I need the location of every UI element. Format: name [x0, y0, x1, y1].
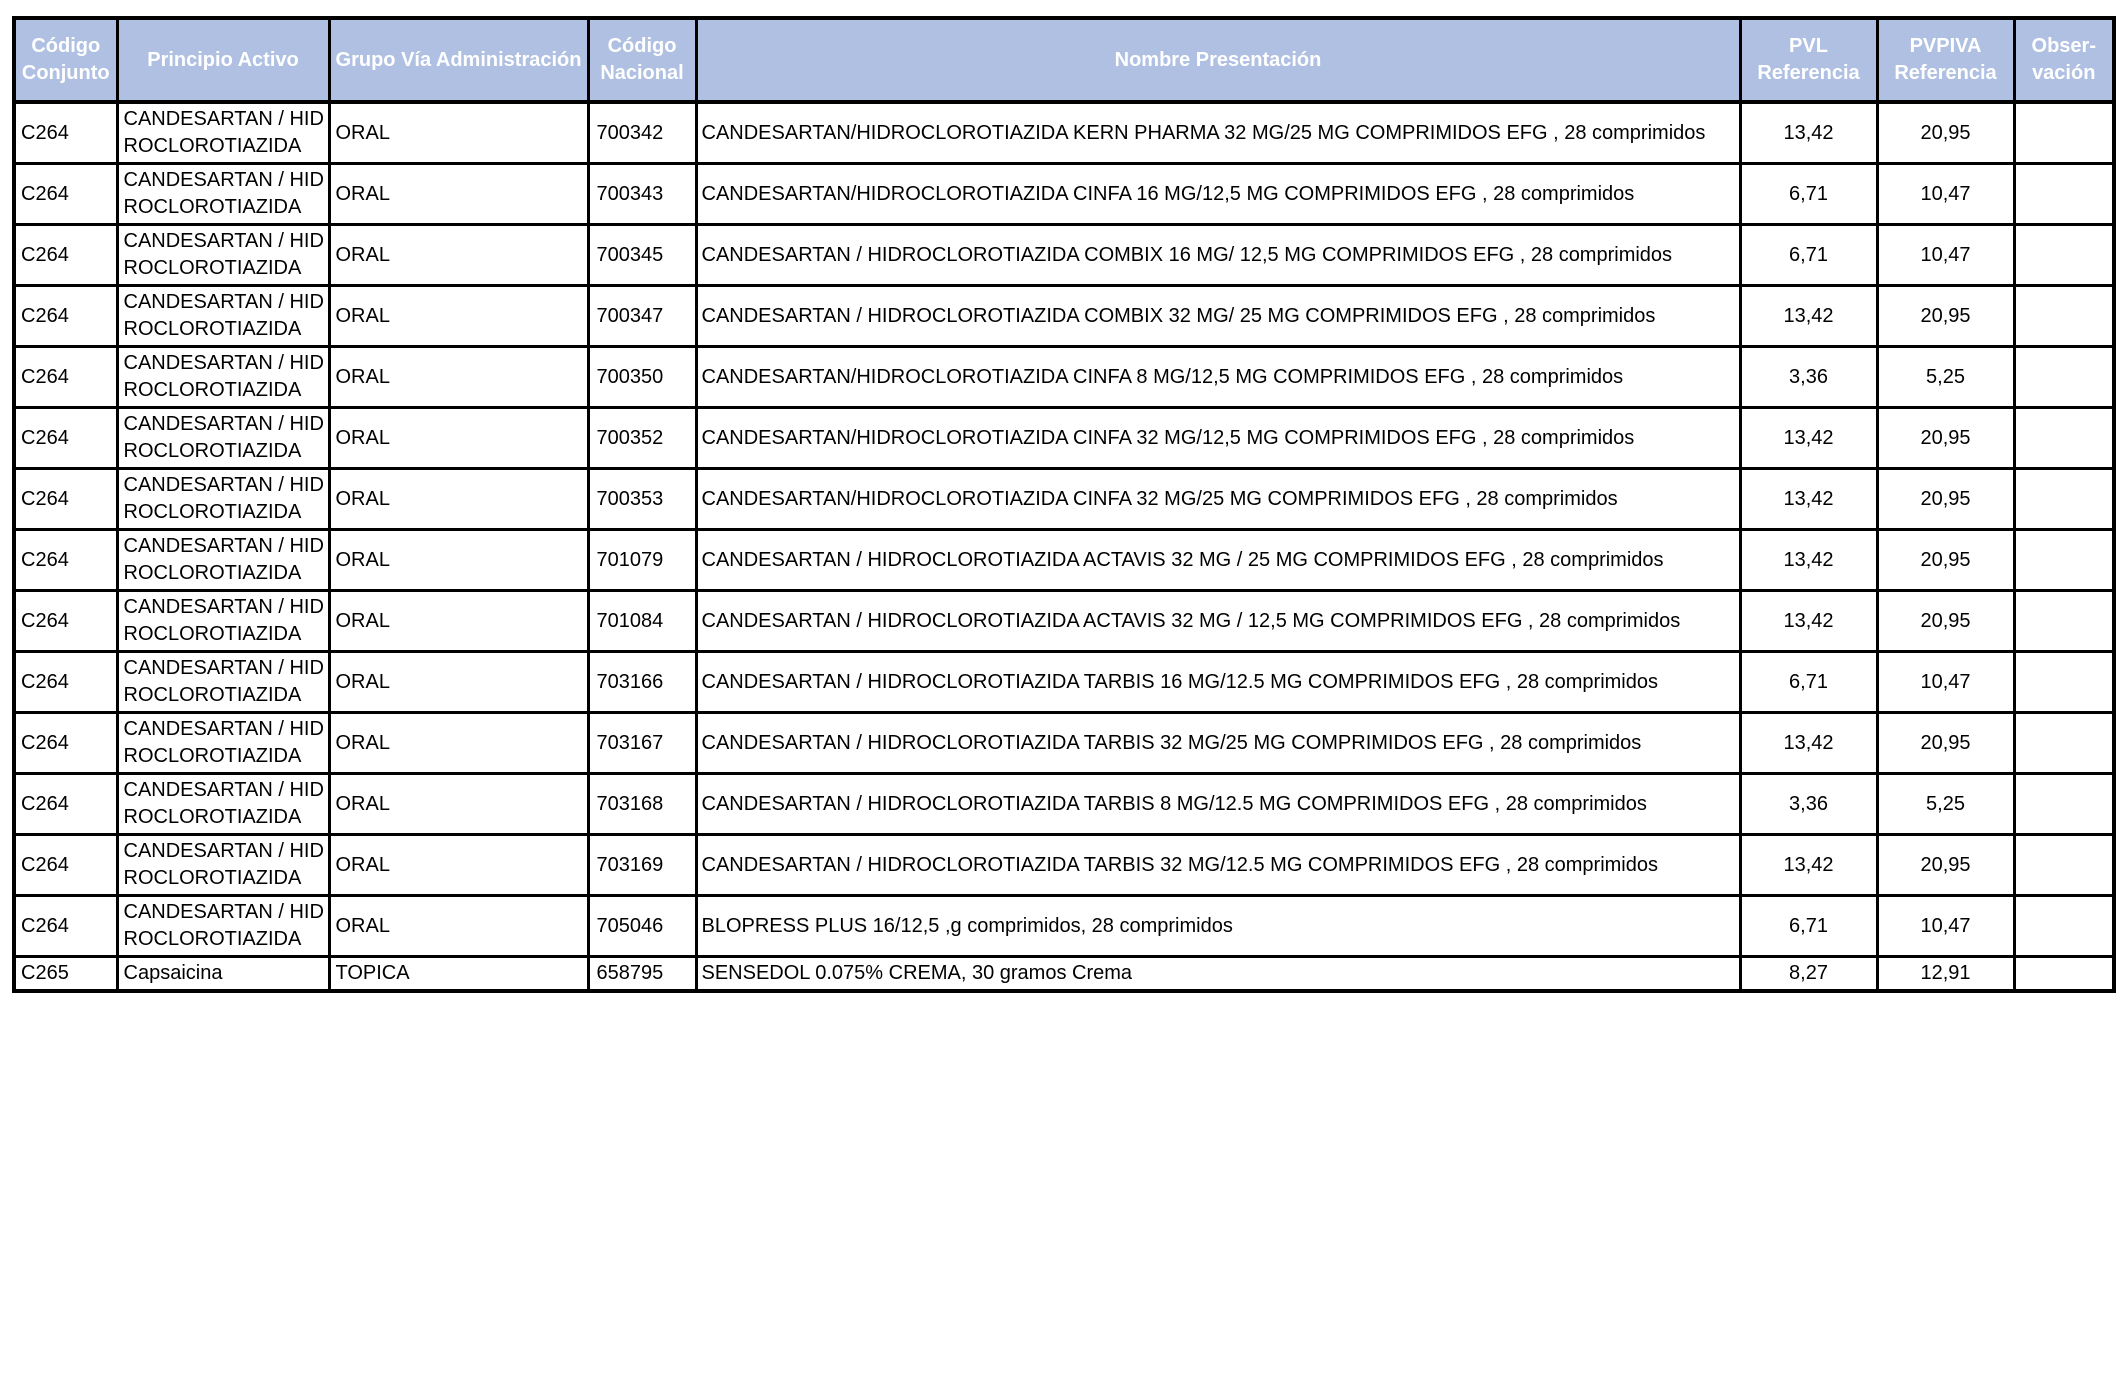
cell-pvpiva-referencia: 20,95: [1877, 286, 2014, 347]
cell-grupo-via: ORAL: [329, 347, 588, 408]
header-row: [14, 18, 2114, 102]
cell-principio-activo: CANDESARTAN / HIDROCLOROTIAZIDA: [117, 102, 329, 164]
cell-principio-activo: CANDESARTAN / HIDROCLOROTIAZIDA: [117, 591, 329, 652]
cell-pvpiva-referencia: 20,95: [1877, 835, 2014, 896]
table-row: [14, 652, 2114, 713]
col-header-observacion: Obser-vación: [2014, 18, 2114, 102]
cell-observacion: [2014, 652, 2114, 713]
cell-pvl-referencia: 13,42: [1740, 408, 1877, 469]
cell-codigo-conjunto: C264: [14, 347, 117, 408]
cell-grupo-via: ORAL: [329, 896, 588, 957]
cell-pvpiva-referencia: 10,47: [1877, 164, 2014, 225]
cell-observacion: [2014, 713, 2114, 774]
reference-price-table: [12, 16, 2116, 993]
cell-codigo-nacional: 703167: [588, 713, 696, 774]
cell-codigo-nacional: 700347: [588, 286, 696, 347]
cell-nombre-presentacion: CANDESARTAN/HIDROCLOROTIAZIDA KERN PHARMA 32 MG/25 MG COMPRIMIDOS EFG , 28 comprimidos: [696, 102, 1740, 164]
cell-pvpiva-referencia: 10,47: [1877, 225, 2014, 286]
cell-grupo-via: ORAL: [329, 286, 588, 347]
table-row: [14, 347, 2114, 408]
document-page: [0, 16, 2126, 993]
cell-pvpiva-referencia: 20,95: [1877, 713, 2014, 774]
cell-pvl-referencia: 3,36: [1740, 774, 1877, 835]
cell-codigo-conjunto: C264: [14, 835, 117, 896]
col-header-pvl-referencia: PVL Referencia: [1740, 18, 1877, 102]
cell-pvpiva-referencia: 10,47: [1877, 652, 2014, 713]
cell-codigo-nacional: 700352: [588, 408, 696, 469]
cell-grupo-via: ORAL: [329, 469, 588, 530]
cell-codigo-nacional: 701084: [588, 591, 696, 652]
cell-principio-activo: CANDESARTAN / HIDROCLOROTIAZIDA: [117, 347, 329, 408]
cell-codigo-conjunto: C264: [14, 469, 117, 530]
cell-principio-activo: CANDESARTAN / HIDROCLOROTIAZIDA: [117, 835, 329, 896]
cell-pvl-referencia: 13,42: [1740, 591, 1877, 652]
cell-grupo-via: TOPICA: [329, 957, 588, 992]
table-row: [14, 530, 2114, 591]
cell-principio-activo: CANDESARTAN / HIDROCLOROTIAZIDA: [117, 225, 329, 286]
cell-codigo-nacional: 703168: [588, 774, 696, 835]
cell-pvpiva-referencia: 5,25: [1877, 774, 2014, 835]
col-header-pvpiva-referencia: PVPIVA Referencia: [1877, 18, 2014, 102]
cell-pvpiva-referencia: 20,95: [1877, 408, 2014, 469]
cell-codigo-nacional: 701079: [588, 530, 696, 591]
table-row: [14, 225, 2114, 286]
cell-nombre-presentacion: BLOPRESS PLUS 16/12,5 ,g comprimidos, 28 comprimidos: [696, 896, 1740, 957]
table-row: [14, 102, 2114, 164]
cell-observacion: [2014, 408, 2114, 469]
cell-nombre-presentacion: CANDESARTAN/HIDROCLOROTIAZIDA CINFA 32 MG/25 MG COMPRIMIDOS EFG , 28 comprimidos: [696, 469, 1740, 530]
cell-grupo-via: ORAL: [329, 102, 588, 164]
cell-nombre-presentacion: CANDESARTAN / HIDROCLOROTIAZIDA TARBIS 32 MG/12.5 MG COMPRIMIDOS EFG , 28 comprimidos: [696, 835, 1740, 896]
table-row: [14, 896, 2114, 957]
cell-codigo-nacional: 700342: [588, 102, 696, 164]
cell-observacion: [2014, 896, 2114, 957]
cell-codigo-nacional: 700343: [588, 164, 696, 225]
table-row: [14, 713, 2114, 774]
cell-principio-activo: CANDESARTAN / HIDROCLOROTIAZIDA: [117, 286, 329, 347]
table-body: [14, 102, 2114, 991]
col-header-codigo-conjunto: Código Conjunto: [14, 18, 117, 102]
cell-nombre-presentacion: CANDESARTAN / HIDROCLOROTIAZIDA TARBIS 8 MG/12.5 MG COMPRIMIDOS EFG , 28 comprimidos: [696, 774, 1740, 835]
cell-observacion: [2014, 347, 2114, 408]
cell-pvpiva-referencia: 20,95: [1877, 469, 2014, 530]
cell-principio-activo: CANDESARTAN / HIDROCLOROTIAZIDA: [117, 469, 329, 530]
cell-nombre-presentacion: CANDESARTAN / HIDROCLOROTIAZIDA ACTAVIS 32 MG / 25 MG COMPRIMIDOS EFG , 28 comprimidos: [696, 530, 1740, 591]
cell-observacion: [2014, 957, 2114, 992]
table-header: [14, 18, 2114, 102]
cell-nombre-presentacion: SENSEDOL 0.075% CREMA, 30 gramos Crema: [696, 957, 1740, 992]
cell-grupo-via: ORAL: [329, 835, 588, 896]
cell-codigo-conjunto: C264: [14, 408, 117, 469]
cell-observacion: [2014, 530, 2114, 591]
cell-pvl-referencia: 13,42: [1740, 102, 1877, 164]
table-row: [14, 286, 2114, 347]
col-header-principio-activo: Principio Activo: [117, 18, 329, 102]
cell-grupo-via: ORAL: [329, 774, 588, 835]
cell-nombre-presentacion: CANDESARTAN/HIDROCLOROTIAZIDA CINFA 16 MG/12,5 MG COMPRIMIDOS EFG , 28 comprimidos: [696, 164, 1740, 225]
table-row: [14, 408, 2114, 469]
cell-codigo-conjunto: C264: [14, 591, 117, 652]
table-row: [14, 469, 2114, 530]
cell-principio-activo: Capsaicina: [117, 957, 329, 992]
cell-observacion: [2014, 469, 2114, 530]
cell-principio-activo: CANDESARTAN / HIDROCLOROTIAZIDA: [117, 408, 329, 469]
cell-codigo-conjunto: C264: [14, 286, 117, 347]
cell-observacion: [2014, 286, 2114, 347]
table-row: [14, 164, 2114, 225]
cell-nombre-presentacion: CANDESARTAN / HIDROCLOROTIAZIDA ACTAVIS 32 MG / 12,5 MG COMPRIMIDOS EFG , 28 comprimidos: [696, 591, 1740, 652]
table-row: [14, 957, 2114, 992]
cell-codigo-nacional: 658795: [588, 957, 696, 992]
cell-observacion: [2014, 164, 2114, 225]
cell-codigo-nacional: 700350: [588, 347, 696, 408]
cell-grupo-via: ORAL: [329, 225, 588, 286]
cell-pvpiva-referencia: 12,91: [1877, 957, 2014, 992]
cell-pvpiva-referencia: 20,95: [1877, 530, 2014, 591]
cell-nombre-presentacion: CANDESARTAN / HIDROCLOROTIAZIDA COMBIX 32 MG/ 25 MG COMPRIMIDOS EFG , 28 comprimidos: [696, 286, 1740, 347]
cell-codigo-conjunto: C264: [14, 774, 117, 835]
cell-grupo-via: ORAL: [329, 530, 588, 591]
cell-codigo-nacional: 700345: [588, 225, 696, 286]
cell-codigo-conjunto: C264: [14, 652, 117, 713]
table-row: [14, 835, 2114, 896]
cell-pvl-referencia: 8,27: [1740, 957, 1877, 992]
cell-pvpiva-referencia: 20,95: [1877, 102, 2014, 164]
cell-pvl-referencia: 3,36: [1740, 347, 1877, 408]
cell-codigo-nacional: 703169: [588, 835, 696, 896]
cell-grupo-via: ORAL: [329, 652, 588, 713]
cell-pvl-referencia: 13,42: [1740, 713, 1877, 774]
cell-codigo-conjunto: C265: [14, 957, 117, 992]
cell-principio-activo: CANDESARTAN / HIDROCLOROTIAZIDA: [117, 164, 329, 225]
col-header-grupo-via-administracion: Grupo Vía Administración: [329, 18, 588, 102]
cell-pvpiva-referencia: 10,47: [1877, 896, 2014, 957]
cell-codigo-conjunto: C264: [14, 713, 117, 774]
cell-nombre-presentacion: CANDESARTAN / HIDROCLOROTIAZIDA COMBIX 16 MG/ 12,5 MG COMPRIMIDOS EFG , 28 comprimidos: [696, 225, 1740, 286]
cell-principio-activo: CANDESARTAN / HIDROCLOROTIAZIDA: [117, 652, 329, 713]
cell-observacion: [2014, 835, 2114, 896]
cell-pvl-referencia: 13,42: [1740, 286, 1877, 347]
cell-pvl-referencia: 6,71: [1740, 652, 1877, 713]
cell-pvl-referencia: 13,42: [1740, 469, 1877, 530]
cell-principio-activo: CANDESARTAN / HIDROCLOROTIAZIDA: [117, 713, 329, 774]
cell-pvl-referencia: 13,42: [1740, 530, 1877, 591]
cell-pvl-referencia: 6,71: [1740, 896, 1877, 957]
col-header-codigo-nacional: Código Nacional: [588, 18, 696, 102]
cell-observacion: [2014, 774, 2114, 835]
cell-grupo-via: ORAL: [329, 713, 588, 774]
table-row: [14, 591, 2114, 652]
cell-codigo-nacional: 703166: [588, 652, 696, 713]
cell-codigo-conjunto: C264: [14, 225, 117, 286]
cell-observacion: [2014, 225, 2114, 286]
cell-codigo-conjunto: C264: [14, 102, 117, 164]
cell-grupo-via: ORAL: [329, 591, 588, 652]
cell-codigo-nacional: 700353: [588, 469, 696, 530]
cell-observacion: [2014, 591, 2114, 652]
cell-codigo-conjunto: C264: [14, 896, 117, 957]
cell-codigo-conjunto: C264: [14, 530, 117, 591]
cell-observacion: [2014, 102, 2114, 164]
cell-pvl-referencia: 13,42: [1740, 835, 1877, 896]
cell-nombre-presentacion: CANDESARTAN / HIDROCLOROTIAZIDA TARBIS 32 MG/25 MG COMPRIMIDOS EFG , 28 comprimidos: [696, 713, 1740, 774]
cell-principio-activo: CANDESARTAN / HIDROCLOROTIAZIDA: [117, 896, 329, 957]
col-header-nombre-presentacion: Nombre Presentación: [696, 18, 1740, 102]
cell-pvl-referencia: 6,71: [1740, 225, 1877, 286]
cell-grupo-via: ORAL: [329, 408, 588, 469]
cell-pvpiva-referencia: 5,25: [1877, 347, 2014, 408]
cell-nombre-presentacion: CANDESARTAN / HIDROCLOROTIAZIDA TARBIS 16 MG/12.5 MG COMPRIMIDOS EFG , 28 comprimidos: [696, 652, 1740, 713]
cell-nombre-presentacion: CANDESARTAN/HIDROCLOROTIAZIDA CINFA 8 MG/12,5 MG COMPRIMIDOS EFG , 28 comprimidos: [696, 347, 1740, 408]
cell-pvpiva-referencia: 20,95: [1877, 591, 2014, 652]
cell-nombre-presentacion: CANDESARTAN/HIDROCLOROTIAZIDA CINFA 32 MG/12,5 MG COMPRIMIDOS EFG , 28 comprimidos: [696, 408, 1740, 469]
cell-pvl-referencia: 6,71: [1740, 164, 1877, 225]
cell-principio-activo: CANDESARTAN / HIDROCLOROTIAZIDA: [117, 530, 329, 591]
cell-principio-activo: CANDESARTAN / HIDROCLOROTIAZIDA: [117, 774, 329, 835]
table-row: [14, 774, 2114, 835]
cell-codigo-nacional: 705046: [588, 896, 696, 957]
cell-grupo-via: ORAL: [329, 164, 588, 225]
cell-codigo-conjunto: C264: [14, 164, 117, 225]
